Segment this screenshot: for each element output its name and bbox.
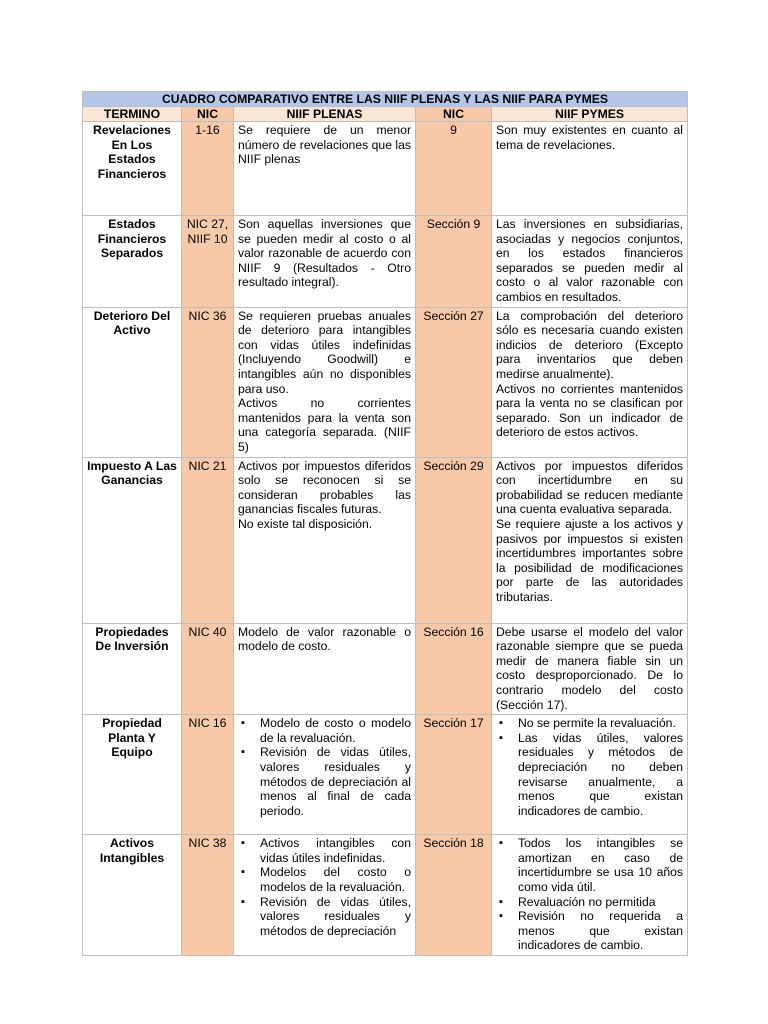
row-niif-plenas: [234, 216, 416, 308]
cell-paragraph: Se requiere de un menor número de revelaciones que las NIIF plenas: [238, 123, 411, 167]
row-nic-plenas: NIC 40: [182, 623, 234, 715]
bullet-list: [238, 716, 411, 818]
row-nic-plenas: NIC 36: [182, 307, 234, 457]
row-nic-pymes: Sección 27: [416, 307, 492, 457]
cell-paragraph: La comprobación del deterioro sólo es necesaria cuando existen indicios de deterioro (Excepto para inventarios que deben medirse anualmente).: [496, 308, 684, 381]
row-niif-plenas: [234, 307, 416, 457]
row-niif-pymes: [492, 307, 688, 457]
row-term: Propiedades De Inversión: [83, 623, 182, 715]
bullet-list: [496, 716, 683, 818]
cell-paragraph: No existe tal disposición.: [238, 516, 373, 531]
header-termino: TERMINO: [83, 107, 182, 122]
list-item: ▪ Las vidas útiles, valores residuales y métodos de depreciación no deben revisarse anualmente, a menos que existan indicadores de cambio.: [496, 731, 683, 819]
row-nic-plenas: NIC 21: [182, 457, 234, 623]
cell-paragraph: Debe usarse el modelo del valor razonable siempre que se pueda medir de manera fiable sin un costo desproporcionado. De lo contrario modelo del costo (Sección 17).: [496, 624, 684, 712]
list-item: ▪ Activos intangibles con vidas útiles indefinidas.: [238, 836, 411, 865]
row-nic-pymes: Sección 17: [416, 715, 492, 835]
cell-paragraph: Activos no corrientes mantenidos para la venta son una categoría separada. (NIIF 5): [238, 396, 411, 454]
row-nic-plenas: NIC 27, NIIF 10: [182, 216, 234, 308]
table-row: [83, 122, 688, 216]
cell-paragraph: Activos por impuestos diferidos solo se reconocen si se consideran probables las ganancias fiscales futuras.: [238, 458, 411, 517]
row-niif-plenas: [234, 835, 416, 956]
table-row: [83, 307, 688, 457]
comparison-table: [82, 91, 688, 956]
table-title-row: [83, 92, 688, 107]
row-niif-plenas: [234, 122, 416, 216]
list-item: ▪ Revisión de vidas útiles, valores residuales y métodos de depreciación: [238, 895, 411, 939]
table-row: [83, 715, 688, 835]
row-niif-pymes: [492, 457, 688, 623]
row-niif-pymes: [492, 715, 688, 835]
row-nic-plenas: 1-16: [182, 122, 234, 216]
header-niif-pymes: NIIF PYMES: [492, 107, 688, 122]
header-row: [83, 107, 688, 122]
row-term: Revelaciones En Los Estados Financieros: [83, 122, 182, 216]
row-niif-plenas: [234, 457, 416, 623]
list-item: ▪ Modelos del costo o modelos de la revaluación.: [238, 865, 411, 894]
cell-paragraph: Se requiere ajuste a los activos y pasivos por impuestos si existen incertidumbres importantes sobre la posibilidad de modificaciones por parte de las autoridades tributarias.: [496, 516, 684, 604]
list-item: ▪ Revaluación no permitida: [496, 895, 683, 910]
row-niif-pymes: [492, 623, 688, 715]
row-term: Impuesto A Las Ganancias: [83, 457, 182, 623]
row-term: Propiedad Planta Y Equipo: [83, 715, 182, 835]
cell-paragraph: Activos no corrientes mantenidos para la venta no se clasifican por separado. Son un indicador de deterioro de estos activos.: [496, 381, 684, 440]
row-nic-pymes: Sección 16: [416, 623, 492, 715]
row-nic-pymes: Sección 9: [416, 216, 492, 308]
header-nic-plenas: NIC: [182, 107, 234, 122]
list-item: ▪ Revisión no requerida a menos que existan indicadores de cambio.: [496, 909, 683, 953]
list-item: ▪ No se permite la revaluación.: [496, 716, 683, 731]
table-row: [83, 457, 688, 623]
row-niif-pymes: [492, 835, 688, 956]
row-nic-pymes: Sección 18: [416, 835, 492, 956]
list-item: ▪ Modelo de costo o modelo de la revaluación.: [238, 716, 411, 745]
row-nic-pymes: Sección 29: [416, 457, 492, 623]
cell-paragraph: Son muy existentes en cuanto al tema de revelaciones.: [496, 123, 684, 152]
row-niif-pymes: [492, 122, 688, 216]
table-row: [83, 623, 688, 715]
cell-paragraph: Activos por impuestos diferidos con incertidumbre en su probabilidad se reducen mediante una cuenta evaluativa separada.: [496, 458, 684, 517]
cell-paragraph: Las inversiones en subsidiarias, asociadas y negocios conjuntos, en los estados financieros separados se pueden medir al costo o al valor razonable con cambios en resultados.: [496, 217, 684, 304]
header-nic-pymes: NIC: [416, 107, 492, 122]
row-niif-plenas: [234, 623, 416, 715]
header-niif-plenas: NIIF PLENAS: [234, 107, 416, 122]
cell-paragraph: Modelo de valor razonable o modelo de costo.: [238, 624, 411, 654]
row-term: Estados Financieros Separados: [83, 216, 182, 308]
row-nic-pymes: 9: [416, 122, 492, 216]
list-item: ▪ Todos los intangibles se amortizan en caso de incertidumbre se usa 10 años como vida útil.: [496, 836, 683, 894]
list-item: ▪ Revisión de vidas útiles, valores residuales y métodos de depreciación al menos al final de cada periodo.: [238, 745, 411, 818]
row-term: Activos Intangibles: [83, 835, 182, 956]
cell-paragraph: Son aquellas inversiones que se pueden medir al costo o al valor razonable de acuerdo con NIIF 9 (Resultados - Otro resultado integral).: [238, 217, 411, 290]
row-nic-plenas: NIC 38: [182, 835, 234, 956]
bullet-list: [496, 836, 683, 953]
table-row: [83, 835, 688, 956]
row-niif-plenas: [234, 715, 416, 835]
bullet-list: [238, 836, 411, 938]
cell-paragraph: Se requieren pruebas anuales de deterioro para intangibles con vidas útiles indefinidas (Incluyendo Goodwill) e intangibles aún no disponibles para uso.: [238, 308, 411, 396]
table-title: CUADRO COMPARATIVO ENTRE LAS NIIF PLENAS Y LAS NIIF PARA PYMES: [83, 92, 688, 107]
row-nic-plenas: NIC 16: [182, 715, 234, 835]
table-row: [83, 216, 688, 308]
row-term: Deterioro Del Activo: [83, 307, 182, 457]
row-niif-pymes: [492, 216, 688, 308]
